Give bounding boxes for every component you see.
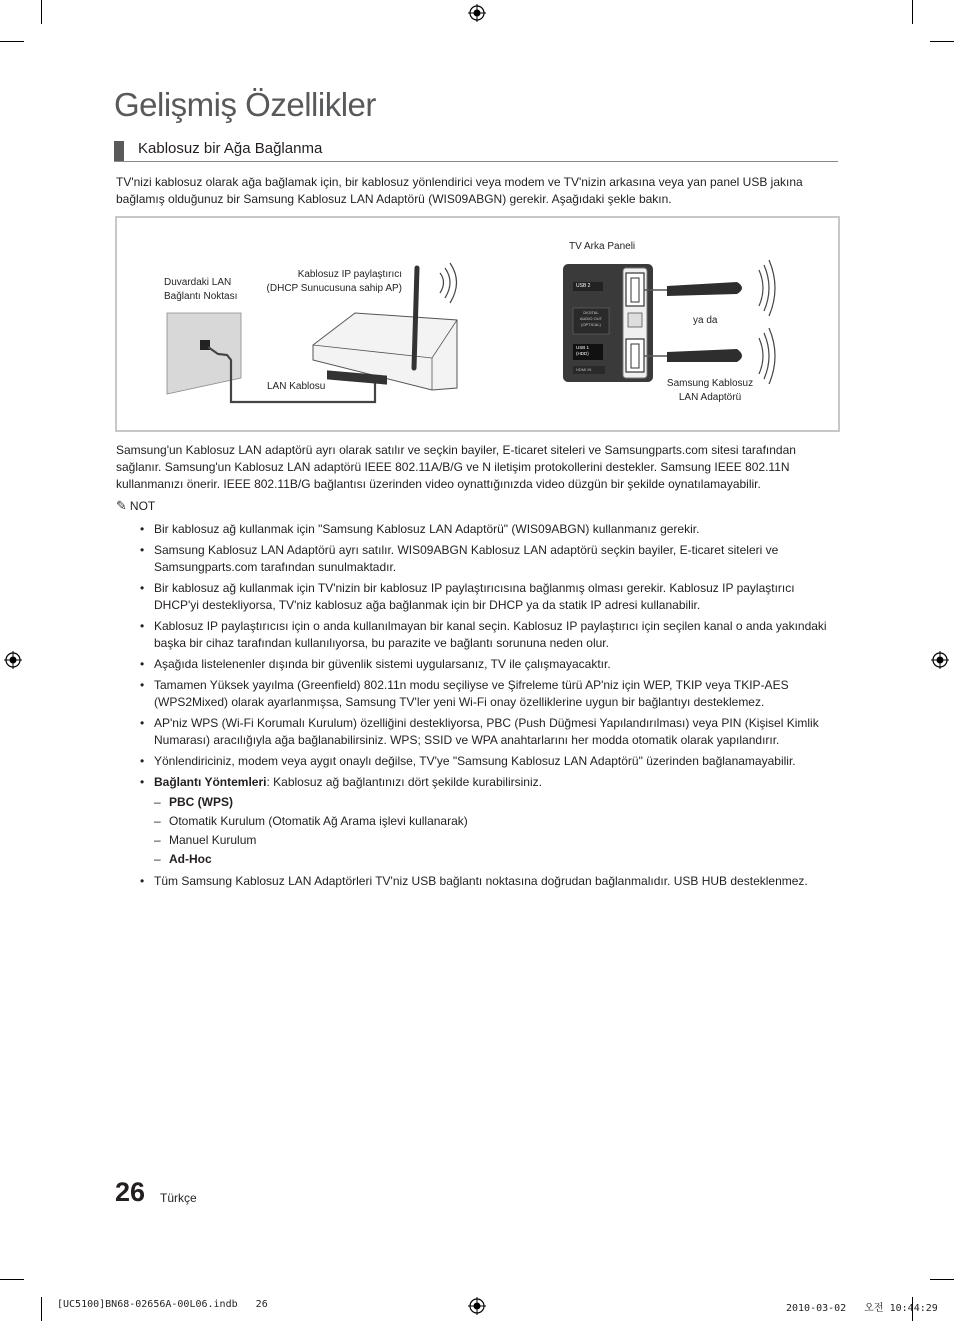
intro-paragraph: TV'nizi kablosuz olarak ağa bağlamak için, bir kablosuz yönlendirici veya modem ve TV'nizin arkasına veya yan panel USB jakına bağlamış olduğunuz bir Samsung Kablosuz LAN Adaptörü (WIS09ABGN) gerekir. Aşağıdaki şekle bakın. xyxy=(116,175,803,206)
list-item: • Samsung Kablosuz LAN Adaptörü ayrı satılır. WIS09ABGN Kablosuz LAN adaptörü seçkin bayiler, E-ticaret siteleri ve Samsungparts.com tarafından sunulmaktadır. xyxy=(140,543,779,574)
port-label-digital-audio: DIGITAL AUDIO OUT (OPTICAL) xyxy=(579,310,603,327)
note-heading: ✎ NOT xyxy=(116,498,156,513)
page-title: Gelişmiş Özellikler xyxy=(114,86,376,123)
section-heading: Kablosuz bir Ağa Bağlanma xyxy=(138,140,323,157)
lan-cable-label: LAN Kablosu xyxy=(267,381,326,392)
page-language: Türkçe xyxy=(160,1191,197,1205)
port-label-usb1: USB 1 (HDD) xyxy=(576,345,590,356)
crop-mark xyxy=(930,41,954,42)
list-item: • Tamamen Yüksek yayılma (Greenfield) 802.11n modu seçiliyse ve Şifreleme türü AP'niz için WEP, TKIP veya TKIP-AES (WPS2Mixed) olarak ayarlanmışsa, Samsung TV'ler yeni Wi-Fi onay özelliklerine uygun bir bağlantıyı desteklemez. xyxy=(140,678,789,709)
registration-mark-icon xyxy=(468,4,486,22)
list-item: • Tüm Samsung Kablosuz LAN Adaptörleri TV'niz USB bağlantı noktasına doğrudan bağlanmalıdır. USB HUB desteklenmez. xyxy=(140,874,808,888)
print-file-info: [UC5100]BN68-02656A-00L06.indb 26 xyxy=(57,1299,268,1310)
registration-mark-icon xyxy=(931,651,949,669)
method-item: – PBC (WPS) xyxy=(154,795,233,809)
port-label-usb2: USB 2 xyxy=(576,283,591,289)
crop-mark xyxy=(0,41,24,42)
port-label-hdmi: HDMI IN xyxy=(576,367,592,372)
crop-mark xyxy=(41,0,42,24)
method-item: – Otomatik Kurulum (Otomatik Ağ Arama işlevi kullanarak) xyxy=(154,814,468,828)
list-item: • Kablosuz IP paylaştırıcısı için o anda kullanılmayan bir kanal seçin. Kablosuz IP paylaştırıcı için seçilen kanal o anda yakındaki başka bir cihaz tarafından kullanılıyorsa, bu parazite ve bağlantı sorununa neden olur. xyxy=(140,619,827,650)
crop-mark xyxy=(912,0,913,24)
list-item: • Bir kablosuz ağ kullanmak için "Samsung Kablosuz LAN Adaptörü" (WIS09ABGN) kullanmanız gerekir. xyxy=(140,522,700,536)
ip-sharer-label: Kablosuz IP paylaştırıcı (DHCP Sunucusuna sahip AP) xyxy=(266,269,402,294)
method-item: – Manuel Kurulum xyxy=(154,833,257,847)
list-item-connection-methods: • Bağlantı Yöntemleri: Kablosuz ağ bağlantınızı dört şekilde kurabilirsiniz. xyxy=(140,775,542,789)
list-item: • Bir kablosuz ağ kullanmak için TV'nizin bir kablosuz IP paylaştırıcısına bağlanmış olması gerekir. Kablosuz IP paylaştırıcı DHCP'yi destekliyorsa, TV'niz kablosuz ağa bağlanmak için bir DHCP ya da statik IP adresi kullanabilir. xyxy=(140,581,795,612)
usb-adapter-icon xyxy=(644,260,775,316)
usb-adapter-icon xyxy=(644,328,775,384)
tv-rear-label: TV Arka Paneli xyxy=(569,241,636,252)
section-divider xyxy=(114,161,838,162)
wall-lan-port-icon xyxy=(167,313,241,394)
section-marker xyxy=(114,141,124,161)
pencil-icon: ✎ xyxy=(116,498,127,513)
connection-diagram xyxy=(115,216,840,432)
crop-mark xyxy=(0,1279,24,1280)
adapter-label: Samsung Kablosuz LAN Adaptörü xyxy=(666,378,754,403)
list-item: • Aşağıda listelenenler dışında bir güvenlik sistemi uygularsanız, TV ile çalışmayacaktır. xyxy=(140,657,611,671)
registration-mark-icon xyxy=(468,1297,486,1315)
print-date-info: 2010-03-02 오전 10:44:29 xyxy=(786,1303,938,1314)
crop-mark xyxy=(930,1279,954,1280)
description-paragraph: Samsung'un Kablosuz LAN adaptörü ayrı olarak satılır ve seçkin bayiler, E-ticaret siteleri ve Samsungparts.com sitesi tarafından sağlanır. Samsung'un Kablosuz LAN adaptörü IEEE 802.11A/B/G ve N iletişim protokollerini destekler. Samsung IEEE 802.11N kullanmanızı önerir. IEEE 802.11B/G bağlantısı üzerinden video oynattığınızda video düzgün bir şekilde oynatılamayabilir. xyxy=(116,443,796,491)
wall-port-label: Duvardaki LAN Bağlantı Noktası xyxy=(164,277,238,302)
page-number: 26 xyxy=(115,1177,146,1207)
note-list xyxy=(138,521,838,894)
crop-mark xyxy=(41,1297,42,1321)
method-item: – Ad-Hoc xyxy=(154,852,212,866)
method-sublist xyxy=(138,793,838,869)
or-label: ya da xyxy=(693,315,718,326)
list-item: • Yönlendiriciniz, modem veya aygıt onaylı değilse, TV'ye "Samsung Kablosuz LAN Adaptörü" üzerinden bağlanamayabilir. xyxy=(140,754,796,768)
list-item: • AP'niz WPS (Wi-Fi Korumalı Kurulum) özelliğini destekliyorsa, PBC (Push Düğmesi Yapılandırılması) veya PIN (Kişisel Kimlik Numarası) aracılığıyla ağa bağlanabilirsiniz. WPS; SSID ve WPA anahtarlarını her modda otomatik olarak yapılandırır. xyxy=(140,716,819,747)
registration-mark-icon xyxy=(4,651,22,669)
